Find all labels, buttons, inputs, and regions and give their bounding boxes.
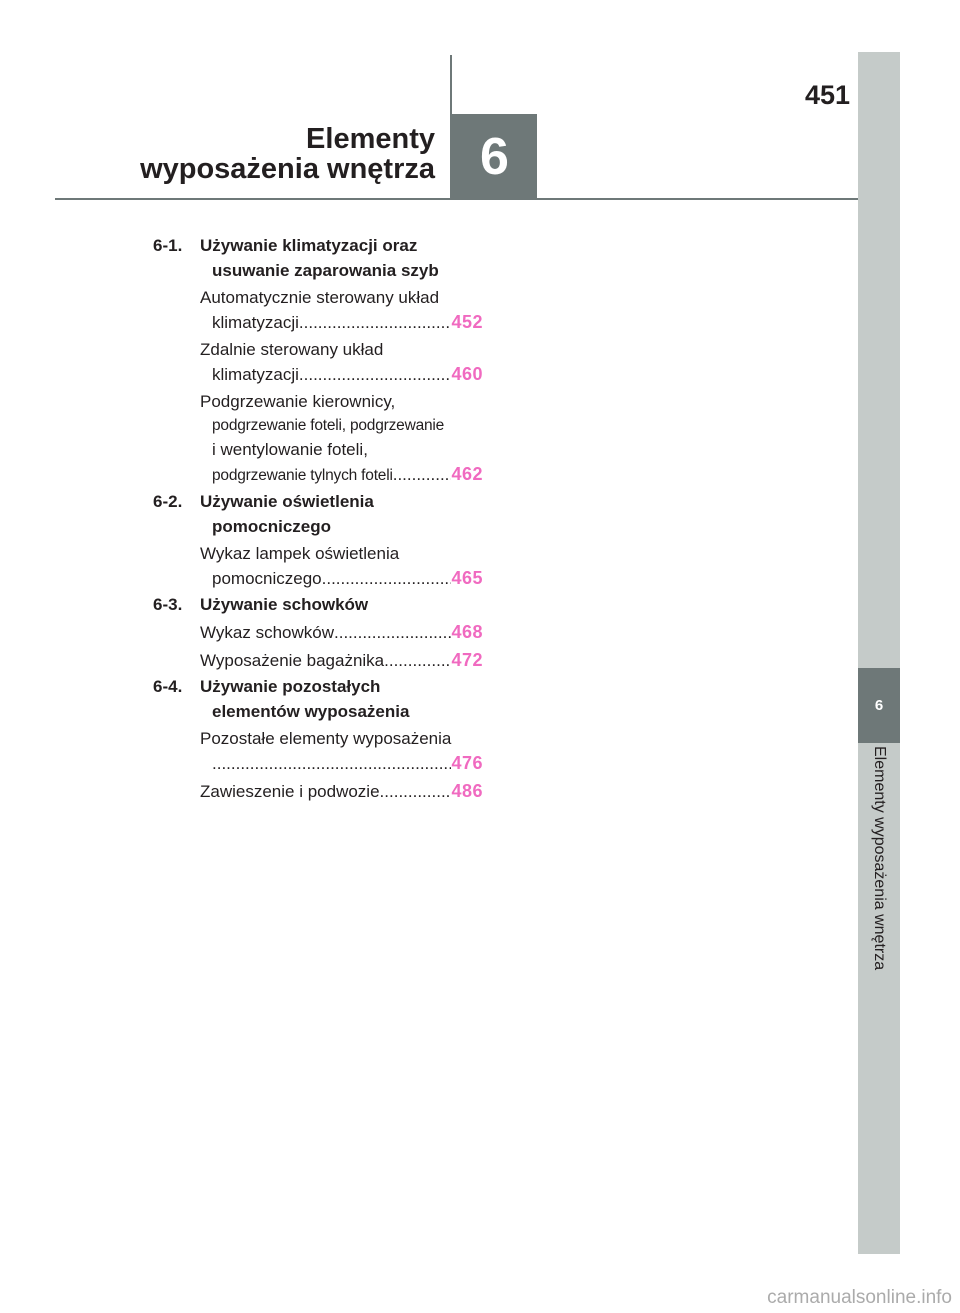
page-link[interactable]: 486 (451, 781, 483, 801)
entry-text-cont: klimatyzacji (212, 313, 299, 332)
leader-dots (299, 363, 452, 387)
entry-text-cont: pomocniczego (212, 569, 322, 588)
toc-entry-remote-ac[interactable] (153, 338, 483, 387)
toc-entry-storage-list[interactable] (153, 620, 483, 645)
entry-text-cont: podgrzewanie foteli, podgrzewanie (212, 417, 445, 434)
entry-text: Automatycznie sterowany układ (200, 288, 440, 307)
page-link[interactable]: 452 (451, 312, 483, 332)
leader-dots (380, 780, 452, 804)
entry-text: Pozostałe elementy wyposażenia (200, 729, 452, 748)
chapter-number-box: 6 (452, 114, 537, 199)
entry-text-cont: podgrzewanie tylnych foteli (212, 467, 393, 484)
leader-dots (334, 621, 451, 645)
entry-text: Wykaz schowków (200, 623, 334, 642)
section-title: Używanie pozostałych (200, 677, 381, 696)
section-title-cont: usuwanie zaparowania szyb (212, 261, 439, 280)
toc-section-6-3[interactable] (153, 592, 483, 617)
section-title: Używanie schowków (200, 595, 369, 614)
entry-text: Podgrzewanie kierownicy, (200, 392, 396, 411)
chapter-title (140, 124, 435, 184)
leader-dots (322, 567, 452, 591)
leader-dots (299, 311, 452, 335)
section-title-cont: elementów wyposażenia (212, 702, 410, 721)
section-number: 6-4. (153, 677, 183, 696)
side-tab-label: Elementy wyposażenia wnętrza (871, 746, 888, 971)
toc-entry-suspension[interactable] (153, 779, 483, 804)
toc-entry-automatic-ac[interactable] (153, 286, 483, 335)
entry-text: Wykaz lampek oświetlenia (200, 544, 400, 563)
entry-text: Zawieszenie i podwozie (200, 782, 380, 801)
page-link[interactable]: 476 (451, 753, 483, 773)
side-strip (858, 52, 900, 1254)
leader-dots (393, 463, 452, 487)
entry-text: Zdalnie sterowany układ (200, 340, 384, 359)
page-number: 451 (804, 80, 850, 110)
watermark: carmanualsonline.info (767, 1287, 952, 1308)
page-link[interactable]: 468 (451, 622, 483, 642)
leader-dots (384, 649, 451, 673)
entry-text: Wyposażenie bagażnika (200, 651, 385, 670)
toc-section-6-4[interactable] (153, 674, 483, 724)
chapter-title-line2: wyposażenia wnętrza (140, 153, 435, 185)
toc-entry-interior-lights[interactable] (153, 542, 483, 591)
section-number: 6-3. (153, 595, 183, 614)
section-title: Używanie klimatyzacji oraz (200, 236, 418, 255)
toc-section-6-1[interactable] (153, 233, 483, 283)
side-tab-chapter[interactable]: 6 (858, 668, 900, 743)
entry-text-cont: i wentylowanie foteli, (212, 440, 368, 459)
section-title-cont: pomocniczego (212, 517, 332, 536)
section-title: Używanie oświetlenia (200, 492, 374, 511)
page-link[interactable]: 460 (451, 364, 483, 384)
leader-dots (212, 752, 451, 776)
section-number: 6-1. (153, 236, 183, 255)
section-number: 6-2. (153, 492, 183, 511)
entry-text-cont: klimatyzacji (212, 365, 299, 384)
page-link[interactable]: 462 (451, 464, 483, 484)
page-link[interactable]: 472 (451, 650, 483, 670)
toc-entry-trunk-features[interactable] (153, 648, 483, 673)
chapter-title-line1: Elementy (306, 123, 435, 155)
toc-entry-other-features[interactable] (153, 727, 483, 776)
table-of-contents (153, 232, 483, 804)
toc-section-6-2[interactable] (153, 489, 483, 539)
page-link[interactable]: 465 (451, 568, 483, 588)
toc-entry-heated-steering[interactable] (153, 390, 483, 488)
